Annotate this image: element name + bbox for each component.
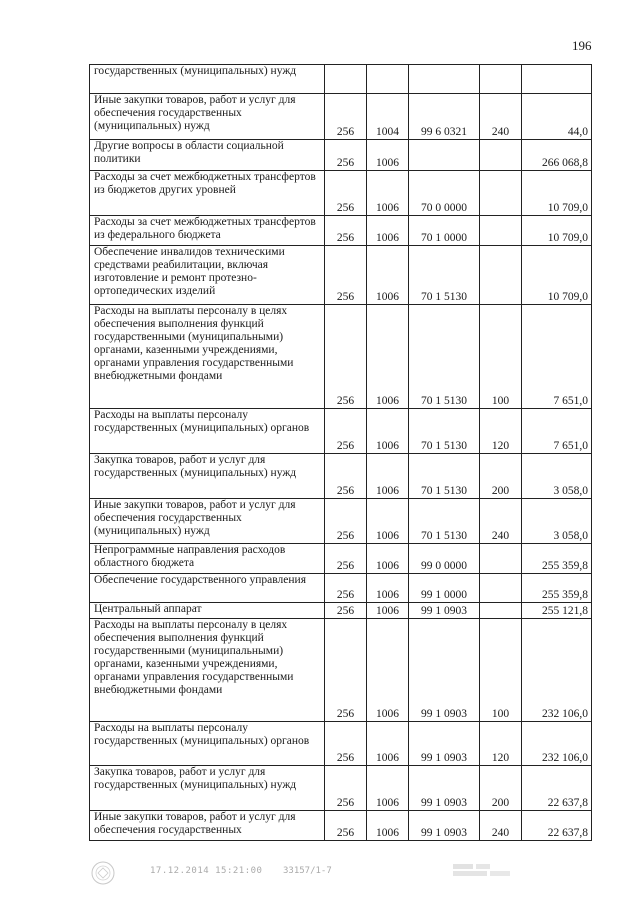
- row-code1: 256: [325, 216, 367, 246]
- row-code4: 200: [480, 766, 522, 811]
- row-code2: 1006: [367, 246, 409, 305]
- row-code1: 256: [325, 454, 367, 499]
- row-code3: [409, 140, 480, 171]
- row-code4: [480, 544, 522, 574]
- row-code3: 70 1 5130: [409, 499, 480, 544]
- table-row: [90, 811, 592, 841]
- row-code2: 1006: [367, 216, 409, 246]
- row-name: Закупка товаров, работ и услуг для государственных (муниципальных) нужд: [90, 766, 325, 811]
- row-code2: 1006: [367, 722, 409, 766]
- row-code1: 256: [325, 766, 367, 811]
- row-code4: [480, 65, 522, 94]
- row-amount: 7 651,0: [522, 409, 592, 454]
- table-row: [90, 766, 592, 811]
- row-code2: 1006: [367, 574, 409, 603]
- row-code4: 240: [480, 94, 522, 140]
- budget-table: [89, 64, 592, 841]
- row-name: Непрограммные направления расходов областного бюджета: [90, 544, 325, 574]
- row-code2: 1006: [367, 619, 409, 722]
- row-code1: 256: [325, 94, 367, 140]
- row-code3: 99 6 0321: [409, 94, 480, 140]
- row-name: Обеспечение государственного управления: [90, 574, 325, 603]
- footer-document-code: 33157/1-7: [283, 866, 332, 876]
- row-name: Расходы за счет межбюджетных трансфертов из бюджетов других уровней: [90, 171, 325, 216]
- row-code3: 99 1 0903: [409, 811, 480, 841]
- row-amount: 255 359,8: [522, 544, 592, 574]
- row-code2: 1006: [367, 766, 409, 811]
- row-code1: 256: [325, 603, 367, 619]
- row-name: Центральный аппарат: [90, 603, 325, 619]
- table-row: [90, 171, 592, 216]
- row-name: Иные закупки товаров, работ и услуг для обеспечения государственных (муниципальных) нужд: [90, 94, 325, 140]
- row-code3: 70 0 0000: [409, 171, 480, 216]
- row-code3: 99 0 0000: [409, 544, 480, 574]
- row-code4: 240: [480, 499, 522, 544]
- row-name: Закупка товаров, работ и услуг для государственных (муниципальных) нужд: [90, 454, 325, 499]
- row-amount: 266 068,8: [522, 140, 592, 171]
- row-code1: 256: [325, 305, 367, 409]
- row-code1: 256: [325, 246, 367, 305]
- table-row: [90, 603, 592, 619]
- table-row: [90, 722, 592, 766]
- row-amount: 7 651,0: [522, 305, 592, 409]
- row-name: Иные закупки товаров, работ и услуг для обеспечения государственных (муниципальных) нужд: [90, 499, 325, 544]
- row-name: Расходы на выплаты персоналу в целях обеспечения выполнения функций государственными (муниципальными) органами, казенными учреждениями, органами управления государственными внебюджетными фондами: [90, 305, 325, 409]
- row-code4: 120: [480, 722, 522, 766]
- row-code1: 256: [325, 171, 367, 216]
- row-amount: 22 637,8: [522, 811, 592, 841]
- row-code1: 256: [325, 409, 367, 454]
- row-amount: 3 058,0: [522, 499, 592, 544]
- row-code3: 99 1 0000: [409, 574, 480, 603]
- table-row: [90, 140, 592, 171]
- footer-timestamp: 17.12.2014 15:21:00: [150, 866, 263, 876]
- row-code2: 1006: [367, 603, 409, 619]
- row-code3: 70 1 5130: [409, 246, 480, 305]
- page-footer: [0, 860, 640, 890]
- table-row: [90, 65, 592, 94]
- row-code2: 1006: [367, 409, 409, 454]
- row-code3: 99 1 0903: [409, 603, 480, 619]
- row-code2: 1006: [367, 305, 409, 409]
- row-code4: 100: [480, 305, 522, 409]
- row-code2: 1006: [367, 171, 409, 216]
- row-code2: 1006: [367, 544, 409, 574]
- row-code3: 70 1 5130: [409, 305, 480, 409]
- row-code3: 70 1 0000: [409, 216, 480, 246]
- table-row: [90, 409, 592, 454]
- row-amount: 10 709,0: [522, 216, 592, 246]
- table-row: [90, 499, 592, 544]
- row-code4: [480, 171, 522, 216]
- row-code3: 99 1 0903: [409, 722, 480, 766]
- row-name: Иные закупки товаров, работ и услуг для обеспечения государственных: [90, 811, 325, 841]
- row-name: государственных (муниципальных) нужд: [90, 65, 325, 94]
- table-row: [90, 94, 592, 140]
- row-amount: [522, 65, 592, 94]
- row-code1: 256: [325, 499, 367, 544]
- row-code4: 200: [480, 454, 522, 499]
- row-code3: 70 1 5130: [409, 454, 480, 499]
- row-amount: 22 637,8: [522, 766, 592, 811]
- row-amount: 10 709,0: [522, 171, 592, 216]
- row-code2: 1006: [367, 811, 409, 841]
- row-code1: 256: [325, 544, 367, 574]
- stamp-icon: [90, 860, 116, 886]
- table-row: [90, 305, 592, 409]
- table-row: [90, 216, 592, 246]
- row-amount: 232 106,0: [522, 722, 592, 766]
- row-name: Расходы на выплаты персоналу государственных (муниципальных) органов: [90, 409, 325, 454]
- row-amount: 255 359,8: [522, 574, 592, 603]
- row-code4: [480, 574, 522, 603]
- row-code1: 256: [325, 811, 367, 841]
- row-code4: 240: [480, 811, 522, 841]
- row-code1: [325, 65, 367, 94]
- row-code3: 99 1 0903: [409, 619, 480, 722]
- row-code3: 99 1 0903: [409, 766, 480, 811]
- row-amount: 10 709,0: [522, 246, 592, 305]
- row-name: Расходы на выплаты персоналу государственных (муниципальных) органов: [90, 722, 325, 766]
- row-code4: 100: [480, 619, 522, 722]
- table-row: [90, 574, 592, 603]
- table-row: [90, 454, 592, 499]
- row-code3: [409, 65, 480, 94]
- row-code1: 256: [325, 722, 367, 766]
- row-name: Другие вопросы в области социальной политики: [90, 140, 325, 171]
- row-name: Расходы за счет межбюджетных трансфертов из федерального бюджета: [90, 216, 325, 246]
- table-row: [90, 544, 592, 574]
- row-code2: 1004: [367, 94, 409, 140]
- row-code3: 70 1 5130: [409, 409, 480, 454]
- row-code1: 256: [325, 619, 367, 722]
- row-code4: [480, 140, 522, 171]
- row-code2: 1006: [367, 140, 409, 171]
- row-amount: 3 058,0: [522, 454, 592, 499]
- row-code4: [480, 246, 522, 305]
- row-code1: 256: [325, 574, 367, 603]
- row-amount: 255 121,8: [522, 603, 592, 619]
- row-code4: [480, 603, 522, 619]
- row-name: Обеспечение инвалидов техническими средствами реабилитации, включая изготовление и ремонт протезно-ортопедических изделий: [90, 246, 325, 305]
- row-code2: [367, 65, 409, 94]
- row-code1: 256: [325, 140, 367, 171]
- row-amount: 44,0: [522, 94, 592, 140]
- row-amount: 232 106,0: [522, 619, 592, 722]
- row-name: Расходы на выплаты персоналу в целях обеспечения выполнения функций государственными (муниципальными) органами, казенными учреждениями, органами управления государственными внебюджетными фондами: [90, 619, 325, 722]
- table-row: [90, 619, 592, 722]
- row-code4: 120: [480, 409, 522, 454]
- watermark-icon: [452, 862, 512, 878]
- row-code2: 1006: [367, 499, 409, 544]
- row-code2: 1006: [367, 454, 409, 499]
- page-number: 196: [572, 38, 592, 53]
- row-code4: [480, 216, 522, 246]
- table-row: [90, 246, 592, 305]
